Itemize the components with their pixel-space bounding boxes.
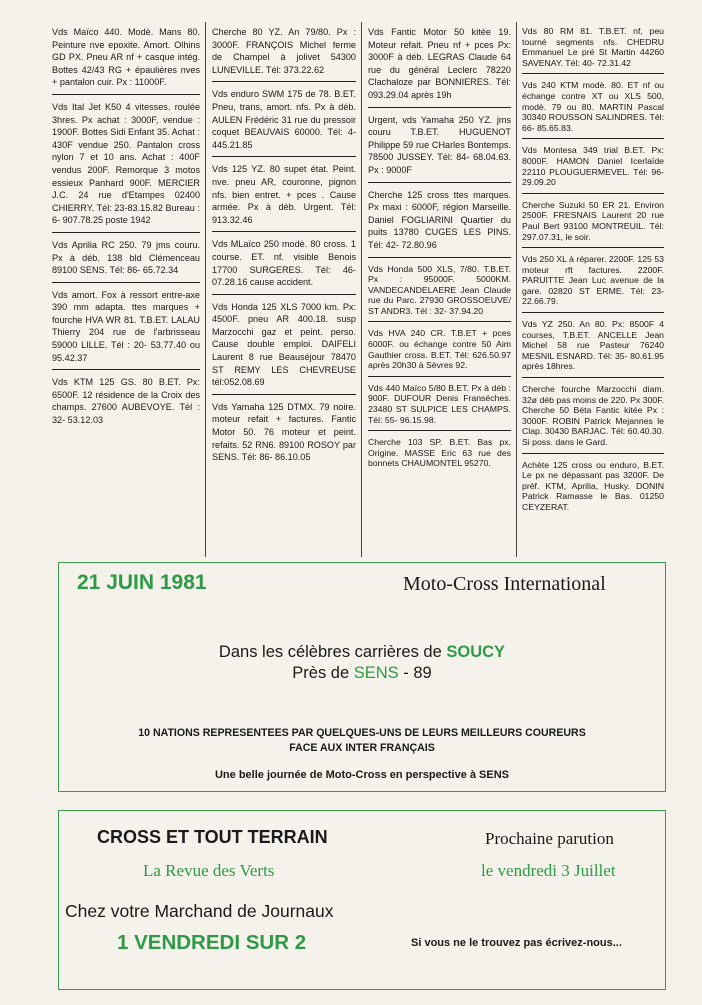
ad-separator <box>212 231 356 232</box>
classified-ad: Achète 125 cross ou enduro, B.ET. Le px ne dépassant pas 3200F. De préf. KTM, Aprilia, Husky. DONIN Patrick Ramasse le Bas. 01250 CEYZERAT. <box>522 459 664 512</box>
ad-separator <box>368 107 511 108</box>
frequency-line: 1 VENDREDI SUR 2 <box>117 931 307 954</box>
classified-ad: Vds 440 Maïco 5/80 B.ET. Px à déb : 900F. DUFOUR Denis Franséches. 23480 ST SULPICE LES CHAMPS. Tél: 55- 96.15.98. <box>368 382 511 425</box>
classified-ad: Vds Yamaha 125 DTMX. 79 noire. moteur refait + factures. Fantic Motor 50. 76 moteur et peint. refaits. 52 RN6. 89100 ROSOY par SENS. Tél: 86- 86.10.05 <box>212 401 356 463</box>
magazine-advert-box <box>58 810 666 990</box>
classified-ad: Vds enduro SWM 175 de 78. B.ET. Pneu, trans, amort. nfs. Px à déb. AULEN Frédéric 31 rue du pressoir coquet BEAUVAIS 60000. Tél: 4- 445.21.85 <box>212 89 356 150</box>
classified-ad: Vds 240 KTM modè. 80. ET nf ou échange contre XT ou XLS 500, modè. 79 ou 80. MARTIN Pascal 30340 ROUSSON SALINDRES. Tél: 66- 85.65.83. <box>522 80 664 133</box>
classified-ad: Vds Maïco 440. Modè. Mans 80. Peinture nve epoxite. Amort. Olhins GD PX. Pneu AR nf + casque intég. Bottes 42/43 RG + épaulières nves + pantalon cuir. Px : 11000F. <box>52 27 200 88</box>
ad-separator <box>368 376 511 377</box>
ad-separator <box>52 94 200 95</box>
ad-separator <box>522 312 664 313</box>
nations-line-1: 10 NATIONS REPRESENTEES PAR QUELQUES-UNS DE LEURS MEILLEURS COUREURS <box>138 727 586 739</box>
magazine-title: CROSS ET TOUT TERRAIN <box>97 827 328 847</box>
classified-ad: Vds 125 YZ. 80 supet état. Peint. nve. pneu AR, couronne, pignon nfs. bien entret. + pces . Cause armée. Px à déb. Urgent. Tél: 913.32.46 <box>212 164 356 225</box>
ad-separator <box>368 321 511 322</box>
magazine-subtitle: La Revue des Verts <box>143 861 275 880</box>
classified-column-2 <box>212 26 356 469</box>
ad-separator <box>368 430 511 431</box>
column-divider <box>516 22 517 557</box>
classified-ad: Vds 80 RM 81. T.B.ET. nf, peu tourné segments nfs. CHEDRU Emmanuel Le pré St Martin 44260 SAVENAY. Tél: 40- 72.31.42 <box>522 26 664 68</box>
classified-ad: Vds Honda 125 XLS 7000 km. Px: 4500F. pneu AR 400.18. susp Marzocchi gaz et peint. perso. Cause double emploi. DAIFELI Laurent 8 rue Beauséjour 78470 ST REMY LES CHEVREUSE tél:052.08.69 <box>212 301 356 388</box>
ad-separator <box>522 453 664 454</box>
town-prefix: Près de <box>292 664 350 682</box>
next-issue-label: Prochaine parution <box>485 829 614 848</box>
ad-separator <box>368 182 511 183</box>
event-advert-box <box>58 562 666 792</box>
classified-ad: Vds Aprilia RC 250. 79 jms couru. Px à déb. 138 bld Clémenceau 89100 SENS. Tél: 86- 65.72.34 <box>52 239 200 276</box>
classified-ad: Cherche 103 SP. B.ET. Bas px. Origine. MASSE Eric 63 rue des bonnets CHAUMONTEL 95270. <box>368 437 511 469</box>
classified-ad: Vds HVA 240 CR. T.B.ET + pces 6000F. ou échange contre 50 Aim Gauthier cross. B.ET. Tél: 626.50.97 après 20h30 à Sèvres 92. <box>368 328 511 371</box>
classified-ad: Vds KTM 125 GS. 80 B.ET. Px: 6500F. 12 résidence de la Croix des champs. 27600 AUBEVOYE. Tél : 32- 53.12.03 <box>52 377 200 426</box>
classified-ad: Vds Fantic Motor 50 kitée 19. Moteur refait. Pneu nf + pces Px: 3000F à déb. LEGRAS Claude 64 rue du général Leclerc 78220 Clachaloze par BONNIERES. Tél: 093.29.04 après 19h <box>368 27 511 100</box>
classified-ad: Vds Ital Jet K50 4 vitesses. roulée 3hres. Px achat : 3000F, vendue : 1900F. Bottes Sidi Enfant 35. Achat : 430F vendue 250. Pantalon cross nylon 7 et 10 ans. Achat : 400F vendus 200F. Remorque 3 motos essieux Panhard 900F. MERCIER J.C. 24 rue d'Etampes 02400 CHIERRY. Tél: 23-83.15.82 Bureau : 6- 907.78.25 poste 1942 <box>52 101 200 226</box>
location-prefix: Dans les célèbres carrières de <box>218 643 442 661</box>
classified-column-4 <box>522 26 664 518</box>
classified-ad: Cherche 125 cross ttes marques. Px maxi : 6000F, région Marseille. Daniel FOGLIARINI Quartier du puits 13780 CUGES LES PINS. Tél: 42- 72.80.96 <box>368 189 511 250</box>
ad-separator <box>522 377 664 378</box>
classified-ad: Vds amort. Fox à ressort entre-axe 390 mm adapta. ttes marques + fourche HVA WR 81. T.B.ET. LALAU Thierry 204 rue de l'arbrisseau 59000 LILLE. Tél : 20- 53.77.40 ou 95.42.37 <box>52 289 200 363</box>
ad-separator <box>212 81 356 82</box>
ad-separator <box>212 156 356 157</box>
classified-ad: Vds Montesa 349 trial B.ET. Px: 8000F. HAMON Daniel Icerlaïde 22110 PLOUGUERMEVEL. Tél: 96- 29.09.20 <box>522 145 664 188</box>
location-place: SOUCY <box>446 643 506 661</box>
vendor-line: Chez votre Marchand de Journaux <box>65 901 334 921</box>
event-town-line <box>59 664 665 683</box>
ad-separator <box>212 394 356 395</box>
contact-line: Si vous ne le trouvez pas écrivez-nous... <box>411 937 622 949</box>
classified-ad: Cherche 80 YZ. An 79/80. Px : 3000F. FRANÇOIS Michel ferme de Champel à jolivet 54300 LUNEVILLE. Tél: 373.22.62 <box>212 27 356 75</box>
classified-ad: Vds Honda 500 XLS, 7/80. T.B.ET. Px : 95000F. 5000KM. VANDECANDELAERE Jean Claude rue du Parc. 27930 GROSSOEUVE/ ST ANDR3. Tél : 32- 37.94.20 <box>368 263 511 316</box>
column-divider <box>361 22 362 557</box>
classified-ad: Cherche Suzuki 50 ER 21. Environ 2500F. FRESNAIS Laurent 20 rue Paul Bert 93100 MONTREUIL. Tél: 297.07.31, le soir. <box>522 199 664 242</box>
classified-ad: Vds YZ 250. An 80. Px: 8500F 4 courses, T.B.ET. ANCELLE Jean Michel 58 rue Pasteur 76240 MESNIL ESNARD. Tél: 35- 80.61.95 après 18hres. <box>522 319 664 372</box>
town-name: SENS <box>353 664 399 682</box>
ad-separator <box>522 138 664 139</box>
classified-ad: Urgent, vds Yamaha 250 YZ. jms couru T.B.ET. HUGUENOT Philippe 59 rue CHarles Bontemps. 78500 JUSSEY. Tél: 84- 68.04.63. Px : 9000F <box>368 114 511 175</box>
ad-separator <box>52 232 200 233</box>
classified-ad: Vds 250 XL à réparer. 2200F. 125 53 moteur rft factures. 2200F. PARUITTE Jean Luc avenue de la gare. 02820 ST ERME. Tél: 23- 22.66.79. <box>522 254 664 307</box>
ad-separator <box>522 193 664 194</box>
column-divider <box>205 22 206 557</box>
event-title: Moto-Cross International <box>403 573 606 595</box>
classified-column-1 <box>52 26 200 432</box>
classified-column-3 <box>368 26 511 474</box>
ad-separator <box>52 282 200 283</box>
nations-line-2: FACE AUX INTER FRANÇAIS <box>289 742 435 754</box>
classified-ad: Vds MLaïco 250 modè. 80 cross. 1 course. ET. nf. visible Benois 17700 SURGERES. Tél: 46- 07.28.16 cause accident. <box>212 239 356 288</box>
ad-separator <box>52 369 200 370</box>
ad-separator <box>522 247 664 248</box>
ad-separator <box>368 257 511 258</box>
ad-separator <box>522 73 664 74</box>
next-issue-date: le vendredi 3 Juillet <box>481 861 616 880</box>
event-tagline: Une belle journée de Moto-Cross en perspective à SENS <box>214 769 510 781</box>
event-location-line <box>59 643 665 662</box>
event-date: 21 JUIN 1981 <box>77 571 207 594</box>
ad-separator <box>212 294 356 295</box>
classified-ad: Cherche fourche Marzocchi diam. 32ø déb pas moins de 220. Px 300F. Cherche 50 Béta Fantic kitée Px : 3000F. ROBIN Patrick Mejannes le Clap. 30430 BARJAC. Tél: 60.40.30. Si poss. dans le Gard. <box>522 384 664 447</box>
town-suffix: - 89 <box>403 664 432 682</box>
